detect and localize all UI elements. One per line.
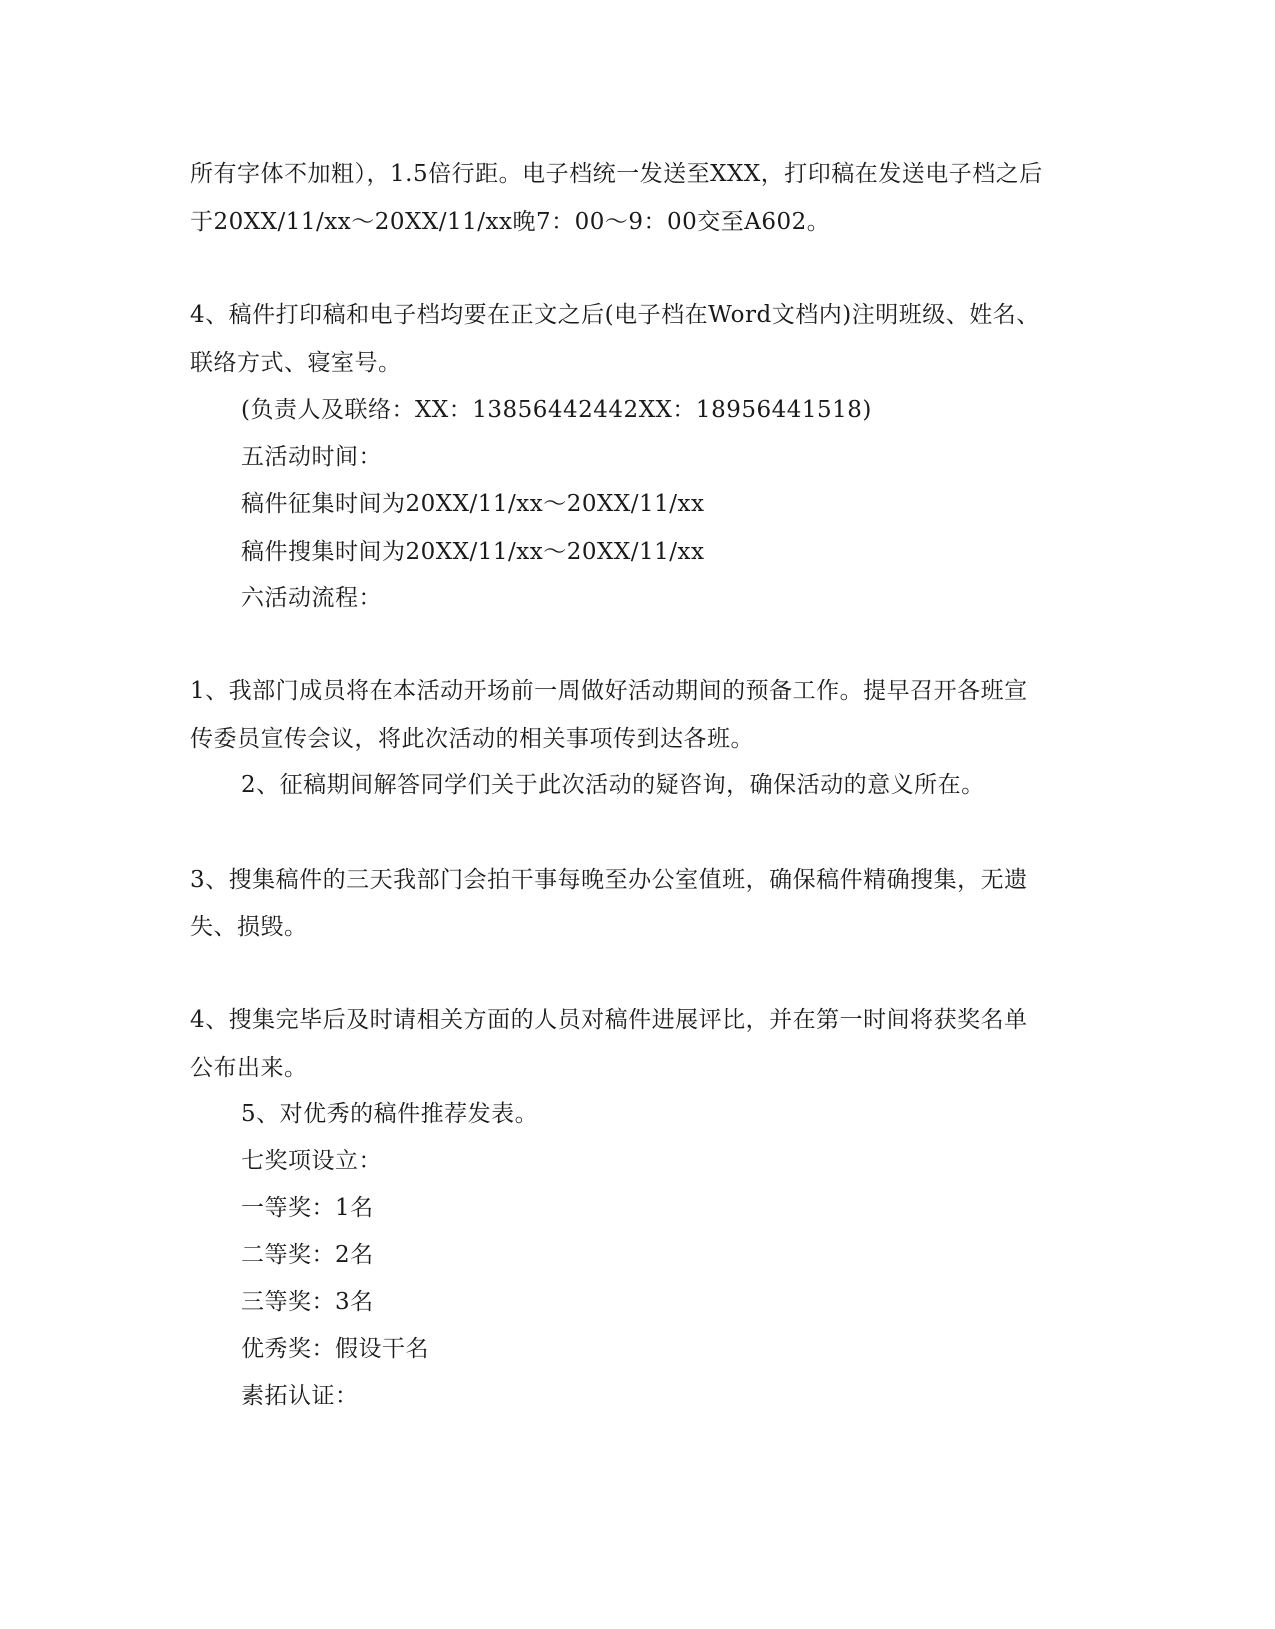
text-line: 三等奖：3名 (241, 1289, 374, 1315)
text-line: 所有字体不加粗），1.5倍行距。电子档统一发送至XXX，打印稿在发送电子档之后 (190, 161, 1043, 187)
text-line: 优秀奖：假设干名 (241, 1336, 429, 1362)
section-heading: 五活动时间： (241, 444, 382, 470)
text-line: 2、征稿期间解答同学们关于此次活动的疑咨询，确保活动的意义所在。 (241, 772, 985, 798)
text-line: 4、搜集完毕后及时请相关方面的人员对稿件进展评比，并在第一时间将获奖名单 (190, 1007, 1028, 1033)
section-heading: 七奖项设立： (241, 1148, 382, 1174)
text-line: 公布出来。 (190, 1055, 308, 1081)
text-line: 二等奖：2名 (241, 1242, 374, 1268)
text-line: (负责人及联络：XX：13856442442XX：18956441518) (241, 397, 872, 423)
section-heading: 六活动流程： (241, 585, 382, 611)
text-line: 3、搜集稿件的三天我部门会拍干事每晚至办公室值班，确保稿件精确搜集，无遗 (190, 867, 1028, 893)
text-line: 稿件征集时间为20XX/11/xx～20XX/11/xx (241, 491, 705, 517)
text-line: 1、我部门成员将在本活动开场前一周做好活动期间的预备工作。提早召开各班宣 (190, 678, 1028, 704)
text-line: 于20XX/11/xx～20XX/11/xx晚7：00～9：00交至A602。 (190, 209, 831, 235)
text-line: 素拓认证： (241, 1383, 359, 1409)
text-line: 一等奖：1名 (241, 1195, 374, 1221)
text-line: 联络方式、寝室号。 (190, 350, 402, 376)
text-line: 传委员宣传会议，将此次活动的相关事项传到达各班。 (190, 726, 754, 752)
text-line: 4、稿件打印稿和电子档均要在正文之后(电子档在Word文档内)注明班级、姓名、 (190, 302, 1040, 328)
text-line: 失、损毁。 (190, 914, 308, 940)
text-line: 稿件搜集时间为20XX/11/xx～20XX/11/xx (241, 539, 705, 565)
text-line: 5、对优秀的稿件推荐发表。 (241, 1101, 539, 1127)
